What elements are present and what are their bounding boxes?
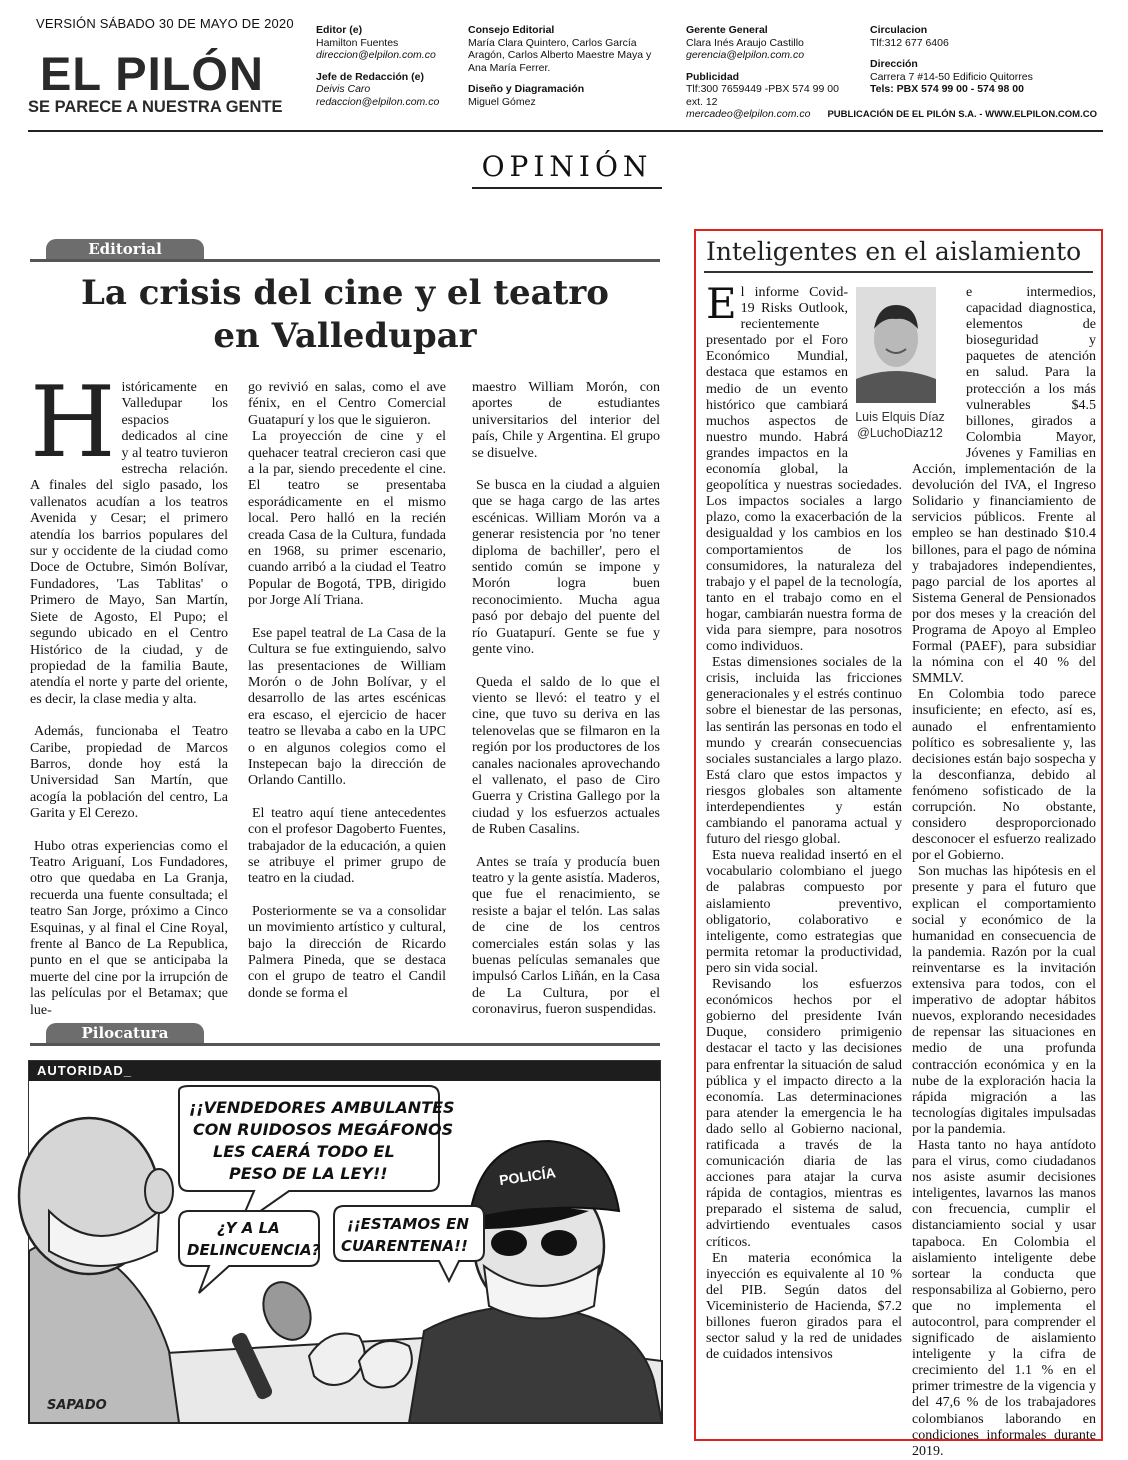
cartoon-drawing bbox=[29, 1061, 662, 1423]
masthead-board-column bbox=[468, 24, 658, 117]
sunglasses-right bbox=[541, 1230, 577, 1256]
chief-editor-heading: Jefe de Redacción (e) bbox=[316, 70, 424, 83]
paragraph: En Colombia todo parece insuficiente; en efecto, así es, aunado el enfrentamiento político es sobresaliente y, las decisiones están bajo sospecha y la desconfianza, debido al fenómeno sofisticado de la corrupción. No obstante, considero desproporcionado desconocer el esfuerzo realizado por el Gobierno. bbox=[912, 687, 1096, 864]
design-name: Miguel Gómez bbox=[468, 95, 536, 108]
drop-cap: E bbox=[706, 279, 737, 328]
paragraph: En materia económica la inyección es equivalente al 10 % del PIB. Según datos del Viceministerio de Hacienda, $7.2 billones fueron girados para el sector salud y la red de unidades de cuidados intensivos bbox=[706, 1250, 902, 1363]
publication-line: PUBLICACIÓN DE EL PILÓN S.A. - WWW.ELPILON.COM.CO bbox=[827, 109, 1097, 120]
paragraph: Revisando los esfuerzos económicos hechos por el gobierno del presidente Iván Duque, considero primigenio destacar el tacto y las decisiones para enfrentar la situación de salud pública y el impacto directo a la economía. Las determinaciones para atender la emergencia le ha dado sello al Gobierno nacional, ratificada a través de la comunicación diaria de las acciones para atajar la curva rápida de contagios, mientras es preparado el sistema de salud, advirtiendo eventuales casos críticos. bbox=[706, 977, 902, 1250]
editorial-column-1 bbox=[30, 366, 228, 1035]
opinion-title-rule bbox=[704, 271, 1093, 273]
paragraph: Se busca en la ciudad a alguien que se haga cargo de las artes escénicas. William Morón va a generar resistencia por 'no tener diploma de bachiller', pero el sentido común se impone y Morón logra buen reconocimiento. Mucha agua pasó por debajo del puente del río Guatapurí. Gente se fue y gente vino. bbox=[472, 478, 660, 658]
sunglasses-left bbox=[491, 1230, 527, 1256]
pilocatura-rule bbox=[30, 1043, 660, 1046]
address-heading: Dirección bbox=[870, 58, 918, 70]
paragraph: Queda el saldo de lo que el viento se llevó: el teatro y el cine, que tuvo su deriva en las telenovelas que se filmaron en la región por los productores de los canales nacionales aprovechando el vallenato, el paso de Ciro Guerra y Cristina Gallego por la ciudad y los esfuerzos actuales de Ruben Casalins. bbox=[472, 674, 660, 838]
paragraph: Además, funcionaba el Teatro Caribe, propiedad de Marcos Barros, donde hoy está la Universidad San Martín, que acogía la población del centro, La Garita y El Cerezo. bbox=[30, 724, 228, 822]
editorial-headline bbox=[30, 272, 660, 358]
circulation-phone: Tlf:312 677 6406 bbox=[870, 36, 949, 49]
manager-heading: Gerente General bbox=[686, 24, 768, 36]
chief-editor-name: Deivis Caro bbox=[316, 83, 371, 95]
address: Carrera 7 #14-50 Edificio Quitorres bbox=[870, 70, 1033, 83]
masthead-editor-column bbox=[316, 24, 456, 117]
paragraph: Estas dimensiones sociales de la crisis, incluida las fricciones generacionales y el estrés continuo sobre el bienestar de las personas, las sentirán las personas en todo el mundo y crearán consecuencias sociales sustanciales a largo plazo. Está claro que estos impactos y riesgos globales son altamente interdependientes y están cambiando el panorama actual y futuro del riesgo global. bbox=[706, 655, 902, 848]
microphone-head bbox=[254, 1275, 319, 1348]
editor-name: Hamilton Fuentes bbox=[316, 36, 399, 49]
paragraph: Hubo otras experiencias como el Teatro Ariguaní, Los Fundadores, otro que quedaba en La Granja, recuerda una fuente consultada; el teatro San Jorge, próximo a Cinco Esquinas, y al final el Cine Royal, frente al Banco de La Republica, punto en el que se anticipaba la muerte del cine por la irrupción de las películas por el Betamax; que lue- bbox=[30, 838, 228, 1018]
headline-line-1: La crisis del cine y el teatro bbox=[81, 273, 609, 313]
paragraph: Esta nueva realidad insertó en el vocabulario colombiano el juego de palabras compuesto por aislamiento preventivo, obligatorio, colaborativo e inteligente, como estrategias que permita retomar la productividad, pero sin vida social. bbox=[706, 848, 902, 976]
pilocatura-tab: Pilocatura bbox=[46, 1023, 204, 1045]
newspaper-slogan: SE PARECE A NUESTRA GENTE bbox=[28, 98, 283, 116]
speech-bubble-officer-text: ¡¡ESTAMOS EN CUARENTENA!! bbox=[341, 1215, 469, 1255]
board-members: María Clara Quintero, Carlos García Aragón, Carlos Alberto Maestre Maya y Ana María Ferrer. bbox=[468, 36, 652, 74]
cap-label: POLICÍA bbox=[498, 1164, 557, 1189]
address-phones: Tels: PBX 574 99 00 - 574 98 00 bbox=[870, 83, 1024, 95]
chief-editor-email: redaccion@elpilon.com.co bbox=[316, 95, 440, 108]
edition-date: VERSIÓN SÁBADO 30 DE MAYO DE 2020 bbox=[36, 16, 294, 31]
paragraph: Son muchas las hipótesis en el presente y para el futuro que explican el comportamiento social y económico de la humanidad en consecuencia de la pandemia. Razón por la cual reinventarse es la invitación extensiva para todos, con el imperativo de adoptar hábitos nuevos, explorando necesidades de repensar las situaciones en medio de una profunda contracción económica y en la nube de la exploración hacia la rápida migración a las tecnologías digitales impulsadas por la pandemia. bbox=[912, 864, 1096, 1137]
paragraph: Hasta tanto no haya antídoto para el virus, como ciudadanos nos asiste asumir decisiones inteligentes, lavarnos las manos con frecuencia, cumplir el distanciamiento social y usar tapaboca. En Colombia el aislamiento inteligente debe sortear la conducta que responsabiliza al Gobierno, pero que no implementa el autocontrol, para comprender el significado de aislamiento inteligente y la cifra de crecimiento del 1.1 % en el primer trimestre de la vigencia y del 47,6 % de los trabajadores colombianos laborando en condiciones informales durante 2019. bbox=[912, 1137, 1096, 1459]
drop-cap: H bbox=[30, 366, 116, 480]
paragraph: Antes se traía y producía buen teatro y la gente asistía. Maderos, que fue el renacimiento, se resiste a bajar el telón. Las salas de cine de los centros comerciales están solas y las buenas películas semanales que impulsó Carlos Liñán, en la Casa de La Cultura, por el coronavirus, fueron suspendidas. bbox=[472, 854, 660, 1018]
officer-body bbox=[409, 1307, 662, 1424]
paragraph: go revivió en salas, como el ave fénix, en el Centro Comercial Guatapurí y los que le siguieron. bbox=[248, 380, 446, 428]
opinion-column-1 bbox=[706, 279, 902, 1363]
speech-bubble-reporter-text: ¿Y A LA DELINCUENCIA? bbox=[187, 1219, 321, 1259]
author-handle: @LuchoDiaz12 bbox=[857, 426, 943, 440]
cartoonist-signature: SAPADO bbox=[47, 1398, 107, 1413]
design-heading: Diseño y Diagramación bbox=[468, 83, 585, 95]
masthead bbox=[28, 14, 1103, 132]
advertising-email: mercadeo@elpilon.com.co bbox=[686, 108, 811, 120]
cartoon-title: AUTORIDAD_ bbox=[37, 1063, 132, 1078]
section-title: OPINIÓN bbox=[472, 150, 662, 189]
manager-email: gerencia@elpilon.com.co bbox=[686, 49, 805, 61]
paragraph: Históricamente en Valledupar los espacios dedicados al cine y al teatro tuvieron estrecha relación. A finales del siglo pasado, los vallenatos acudían a los teatros Avenida y Cesar; el primero atendía los barrios populares del sur y occidente de la ciudad como Doce de Octubre, Simón Bolívar, Fundadores, 'Las Tablitas' o Primero de Mayo, San Martín, Siete de Agosto, El Pupo; el segundo ubicado en el Centro Histórico de la ciudad, y de propiedad de la familia Baute, atendía el norte y parte del oriente, es decir, la clase media y alta. bbox=[30, 366, 228, 707]
paragraph: El teatro aquí tiene antecedentes con el profesor Dagoberto Fuentes, trabajador de la educación, a quien se atribuye el primer grupo de teatro en la ciudad. bbox=[248, 805, 446, 887]
editorial-tab: Editorial bbox=[46, 239, 204, 261]
editorial-column-2 bbox=[248, 380, 446, 1018]
advertising-phone: Tlf:300 7659449 -PBX 574 99 00 bbox=[686, 83, 839, 95]
paragraph: e intermedios, capacidad diagnostica, elementos de bioseguridad y paquetes de atención en salud. Para la protección a los más vulnerables $4.5 billones, girados a Colombia Mayor, Jóvenes y Familias en Acción, implementación de la devolución del IVA, el Ingreso Solidario y financiamiento de servicios públicos. Frente al empleo se han destinado $10.4 billones, para el pago de nómina y trabajadores independientes, pago parcial de los aportes al Sistema General de Pensionados por dos meses y la creación del Programa de Apoyo al Empleo Formal (PAEF), para subsidiar la nómina con el 40 % del SMMLV. bbox=[912, 285, 1096, 687]
paragraph: Ese papel teatral de La Casa de la Cultura se fue extinguiendo, salvo las presentaciones de William Morón o de John Bolívar, y el desarrollo de las artes escénicas era escaso, el ejercicio de hacer teatro se llevaba a cabo en la UPC o en algunos colegios como el Instepecan bajo la dirección de Orlando Cantillo. bbox=[248, 625, 446, 789]
paragraph: Posteriormente se va a consolidar un movimiento artístico y cultural, bajo la dirección de Ricardo Palmera Pineda, que se destaca con el grupo de teatro el Candil donde se forma el bbox=[248, 903, 446, 1001]
paragraph: El informe Covid-19 Risks Outlook, recientemente presentado por el Foro Económico Mundial, destaca que estamos en medio de un evento histórico que cambiará muchos aspectos de nuestro mundo. Habrá grandes impactos en la economía global, la geopolítica y nuestras sociedades. Los impactos sociales a largo plazo, como la exacerbación de la desigualdad y los cambios en los comportamientos de los consumidores, la naturaleza del trabajo y el papel de la tecnología, tanto en el trabajo como en el hogar, cambiarán nuestra forma de vida para siempre, para nosotros como individuos. bbox=[706, 279, 902, 655]
headline-line-2: en Valledupar bbox=[213, 316, 477, 356]
editor-email: direccion@elpilon.com.co bbox=[316, 49, 436, 61]
opinion-box bbox=[694, 229, 1103, 1459]
masthead-contact-column bbox=[870, 24, 1100, 105]
author-name: Luis Elquis Díaz bbox=[855, 410, 945, 424]
editorial-column-3 bbox=[472, 380, 660, 1035]
editorial-rule bbox=[30, 259, 660, 262]
advertising-heading: Publicidad bbox=[686, 70, 740, 83]
editor-heading: Editor (e) bbox=[316, 24, 363, 36]
cartoon bbox=[28, 1060, 661, 1422]
opinion-column-2 bbox=[912, 285, 1096, 1460]
paragraph: maestro William Morón, con aportes de estudiantes universitarios del interior del país, Chile y Argentina. El grupo se disuelve. bbox=[472, 380, 660, 461]
newspaper-logo: EL PILÓN bbox=[40, 47, 264, 100]
paragraph: La proyección de cine y el quehacer teatral crecieron casi que a la par, siendo precedente el cine. El teatro se presentaba esporádicamente en el mismo local. Pero halló en la recién creada Casa de la Cultura, fundada en 1968, su primer escenario, cuando arribó a la ciudad el Teatro Popular de Bogotá, TPB, dirigido por Jorge Alí Triana. bbox=[248, 429, 446, 609]
speech-bubble-main-text: ¡¡VENDEDORES AMBULANTES CON RUIDOSOS MEGÁFONOS LES CAERÁ TODO EL PESO DE LA LEY!! bbox=[189, 1098, 455, 1183]
board-heading: Consejo Editorial bbox=[468, 24, 555, 36]
advertising-ext: ext. 12 bbox=[686, 95, 718, 108]
circulation-heading: Circulacion bbox=[870, 24, 928, 36]
opinion-title: Inteligentes en el aislamiento bbox=[706, 237, 1082, 266]
manager-name: Clara Inés Araujo Castillo bbox=[686, 36, 804, 49]
reporter-ear bbox=[145, 1169, 173, 1213]
